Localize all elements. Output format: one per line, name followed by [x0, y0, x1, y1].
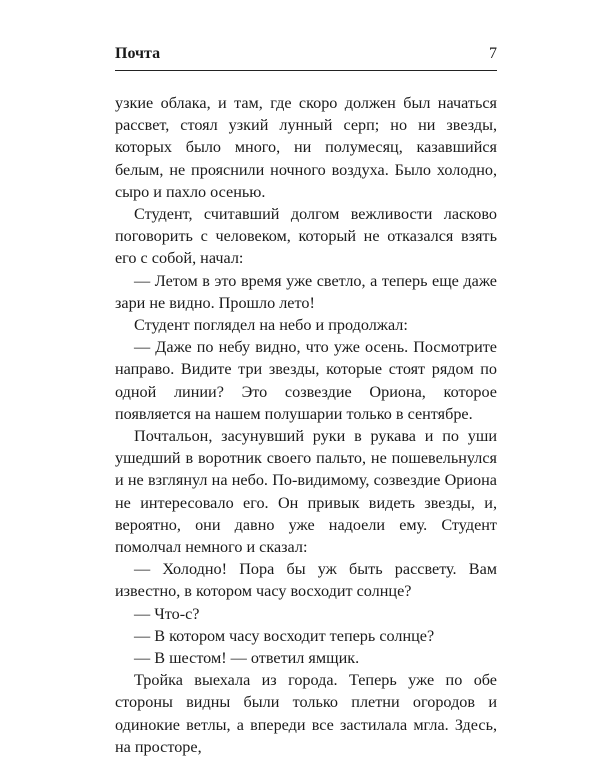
- section-title: Почта: [115, 45, 161, 62]
- page-number: 7: [489, 45, 497, 62]
- paragraph: Тройка выехала из города. Теперь уже по обе стороны видны были только плетни огородов и одинокие ветлы, а впереди все застилала мгла. Здесь, на просторе,: [115, 671, 497, 756]
- paragraph: Студент, считавший долгом вежливости ласково поговорить с человеком, который не отказался взять его с собой, начал:: [115, 205, 497, 268]
- dialogue-line: — Даже по небу видно, что уже осень. Посмотрите направо. Видите три звезды, которые стоят рядом по одной линии? Это созвездие Ориона, которое появляется на нашем полушарии только в сентябре.: [115, 338, 497, 423]
- dialogue-line: — В шестом! — ответил ямщик.: [134, 649, 360, 668]
- dialogue-line: — Холодно! Пора бы уж быть рассвету. Вам известно, в котором часу восходит солнце?: [115, 560, 497, 601]
- running-head: [115, 44, 497, 64]
- paragraph-continued: узкие облака, и там, где скоро должен был начаться рассвет, стоял узкий лунный серп; но ни звезды, которых было много, ни полумесяц, казавшийся белым, не прояснили ночного воздуха. Было холодно, сыро и пахло осенью.: [115, 94, 497, 201]
- dialogue-line: — В котором часу восходит теперь солнце?: [134, 626, 435, 645]
- dialogue-line: — Что-с?: [134, 604, 200, 623]
- header-rule: [115, 70, 497, 71]
- paragraph: Почтальон, засунувший руки в рукава и по уши ушедший в воротник своего пальто, не пошевельнулся и не взглянул на небо. По-видимому, созвездие Ориона не интересовало его. Он привык видеть звезды, и, вероятно, они давно уже надоели ему. Студент помолчал немного и сказал:: [115, 427, 497, 557]
- body-text: [115, 92, 497, 758]
- paragraph: Студент поглядел на небо и продолжал:: [134, 316, 408, 335]
- dialogue-line: — Летом в это время уже светло, а теперь еще даже зари не видно. Прошло лето!: [115, 271, 497, 312]
